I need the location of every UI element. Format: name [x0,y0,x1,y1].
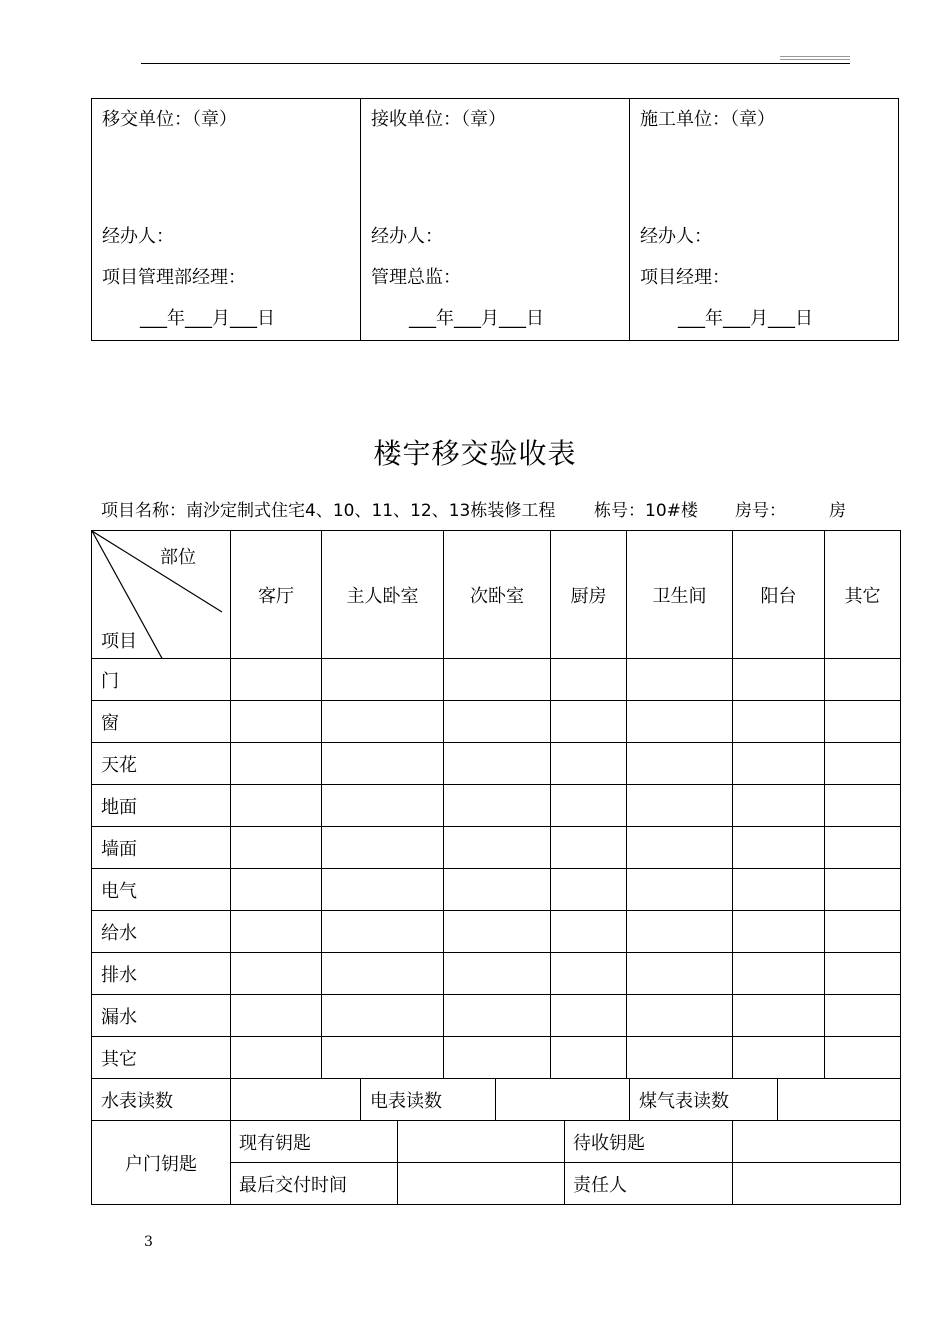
column-header: 主人卧室 [322,531,444,659]
existing-keys-value[interactable] [398,1121,565,1163]
project-name: 项目名称：南沙定制式住宅4、10、11、12、13栋装修工程 [101,501,556,521]
table-cell[interactable] [322,869,444,911]
room-suffix: 房 [829,501,846,521]
meter-reading-table [91,1078,901,1121]
table-cell[interactable] [627,701,733,743]
handler-label: 经办人： [371,226,443,247]
room-number-label: 房号： [735,501,786,521]
table-cell[interactable] [825,659,901,701]
gas-meter-value[interactable] [778,1079,901,1121]
water-meter-label: 水表读数 [92,1079,231,1121]
table-row [92,701,901,743]
table-cell[interactable] [733,1037,825,1079]
keys-table [91,1120,901,1205]
header-rule [141,63,850,64]
table-cell[interactable] [322,701,444,743]
table-cell[interactable] [551,953,627,995]
table-cell[interactable] [322,659,444,701]
water-meter-value[interactable] [231,1079,361,1121]
table-cell[interactable] [444,869,551,911]
table-cell[interactable] [733,995,825,1037]
table-cell[interactable] [733,911,825,953]
unit-label: 移交单位：（章） [102,109,237,130]
table-cell[interactable] [627,1037,733,1079]
table-cell[interactable] [231,869,322,911]
table-row [92,995,901,1037]
table-row [92,1037,901,1079]
table-cell[interactable] [444,743,551,785]
gas-meter-label: 煤气表读数 [630,1079,778,1121]
table-cell[interactable] [627,953,733,995]
date-label: ___年___月___日 [409,308,544,329]
electric-meter-label: 电表读数 [361,1079,496,1121]
table-cell[interactable] [551,785,627,827]
table-cell[interactable] [733,743,825,785]
column-header: 卫生间 [627,531,733,659]
table-cell[interactable] [627,995,733,1037]
table-cell[interactable] [551,827,627,869]
table-row [92,743,901,785]
table-cell[interactable] [231,827,322,869]
inspection-table [91,530,901,1079]
table-cell[interactable] [733,827,825,869]
table-cell[interactable] [231,911,322,953]
diagonal-header-cell [92,531,231,659]
responsible-value[interactable] [733,1163,901,1205]
table-cell[interactable] [825,701,901,743]
table-cell[interactable] [627,911,733,953]
table-cell[interactable] [322,785,444,827]
table-cell[interactable] [444,701,551,743]
table-cell[interactable] [551,743,627,785]
table-cell[interactable] [231,785,322,827]
date-label: ___年___月___日 [140,308,275,329]
row-label: 门 [92,659,231,701]
table-cell[interactable] [231,1037,322,1079]
column-header: 阳台 [733,531,825,659]
table-row [92,827,901,869]
column-header: 客厅 [231,531,322,659]
table-cell[interactable] [825,869,901,911]
table-cell[interactable] [551,869,627,911]
table-cell[interactable] [825,785,901,827]
building-number: 栋号：10#楼 [594,501,698,521]
column-header: 其它 [825,531,901,659]
page-number: 3 [144,1234,153,1250]
row-label: 天花 [92,743,231,785]
electric-meter-value[interactable] [496,1079,630,1121]
handler-label: 经办人： [102,226,174,247]
table-cell[interactable] [444,827,551,869]
table-cell[interactable] [444,995,551,1037]
last-delivery-value[interactable] [398,1163,565,1205]
table-cell[interactable] [733,953,825,995]
table-cell[interactable] [733,701,825,743]
row-label: 窗 [92,701,231,743]
last-delivery-label: 最后交付时间 [231,1163,398,1205]
table-cell[interactable] [627,827,733,869]
table-cell[interactable] [825,911,901,953]
table-cell[interactable] [444,1037,551,1079]
table-cell[interactable] [322,743,444,785]
door-keys-label: 户门钥匙 [92,1121,231,1205]
table-cell[interactable] [231,995,322,1037]
table-cell[interactable] [322,1037,444,1079]
unit-label: 施工单位：（章） [640,109,775,130]
row-label: 墙面 [92,827,231,869]
table-row [92,785,901,827]
table-cell[interactable] [322,953,444,995]
table-cell[interactable] [627,659,733,701]
row-label: 地面 [92,785,231,827]
table-cell[interactable] [231,659,322,701]
keys-row [92,1121,901,1163]
signature-table [91,98,899,341]
table-cell[interactable] [825,743,901,785]
table-cell[interactable] [444,953,551,995]
role-label: 项目管理部经理： [102,267,246,288]
table-cell[interactable] [627,743,733,785]
table-cell[interactable] [733,869,825,911]
table-cell[interactable] [322,827,444,869]
pending-keys-value[interactable] [733,1121,901,1163]
table-row [92,953,901,995]
column-header: 次卧室 [444,531,551,659]
table-cell[interactable] [733,659,825,701]
table-cell[interactable] [825,1037,901,1079]
table-cell[interactable] [444,785,551,827]
table-row [92,659,901,701]
row-label: 排水 [92,953,231,995]
header-rule-mini [780,56,850,57]
table-cell[interactable] [551,659,627,701]
table-cell[interactable] [231,743,322,785]
table-cell[interactable] [231,953,322,995]
page-title: 楼宇移交验收表 [373,437,577,470]
table-cell[interactable] [825,827,901,869]
table-row [92,869,901,911]
table-header-row [92,531,901,659]
table-cell[interactable] [444,911,551,953]
table-cell[interactable] [627,869,733,911]
table-cell[interactable] [825,953,901,995]
table-cell[interactable] [551,1037,627,1079]
signature-col-construction [630,99,898,340]
table-cell[interactable] [444,659,551,701]
signature-col-transfer [92,99,361,340]
table-cell[interactable] [551,995,627,1037]
table-cell[interactable] [322,995,444,1037]
role-label: 管理总监： [371,267,461,288]
table-cell[interactable] [627,785,733,827]
existing-keys-label: 现有钥匙 [231,1121,398,1163]
table-cell[interactable] [551,911,627,953]
table-cell[interactable] [322,911,444,953]
table-cell[interactable] [733,785,825,827]
handler-label: 经办人： [640,226,712,247]
responsible-label: 责任人 [565,1163,733,1205]
corner-label-item: 项目 [101,631,137,652]
header-rule-mini [780,59,850,60]
signature-col-receive [361,99,630,340]
pending-keys-label: 待收钥匙 [565,1121,733,1163]
table-cell[interactable] [825,995,901,1037]
date-label: ___年___月___日 [678,308,813,329]
row-label: 其它 [92,1037,231,1079]
table-cell[interactable] [231,701,322,743]
meter-row [92,1079,901,1121]
row-label: 给水 [92,911,231,953]
corner-label-location: 部位 [160,547,196,568]
row-label: 漏水 [92,995,231,1037]
role-label: 项目经理： [640,267,730,288]
table-row [92,911,901,953]
column-header: 厨房 [551,531,627,659]
table-cell[interactable] [551,701,627,743]
unit-label: 接收单位：（章） [371,109,506,130]
row-label: 电气 [92,869,231,911]
